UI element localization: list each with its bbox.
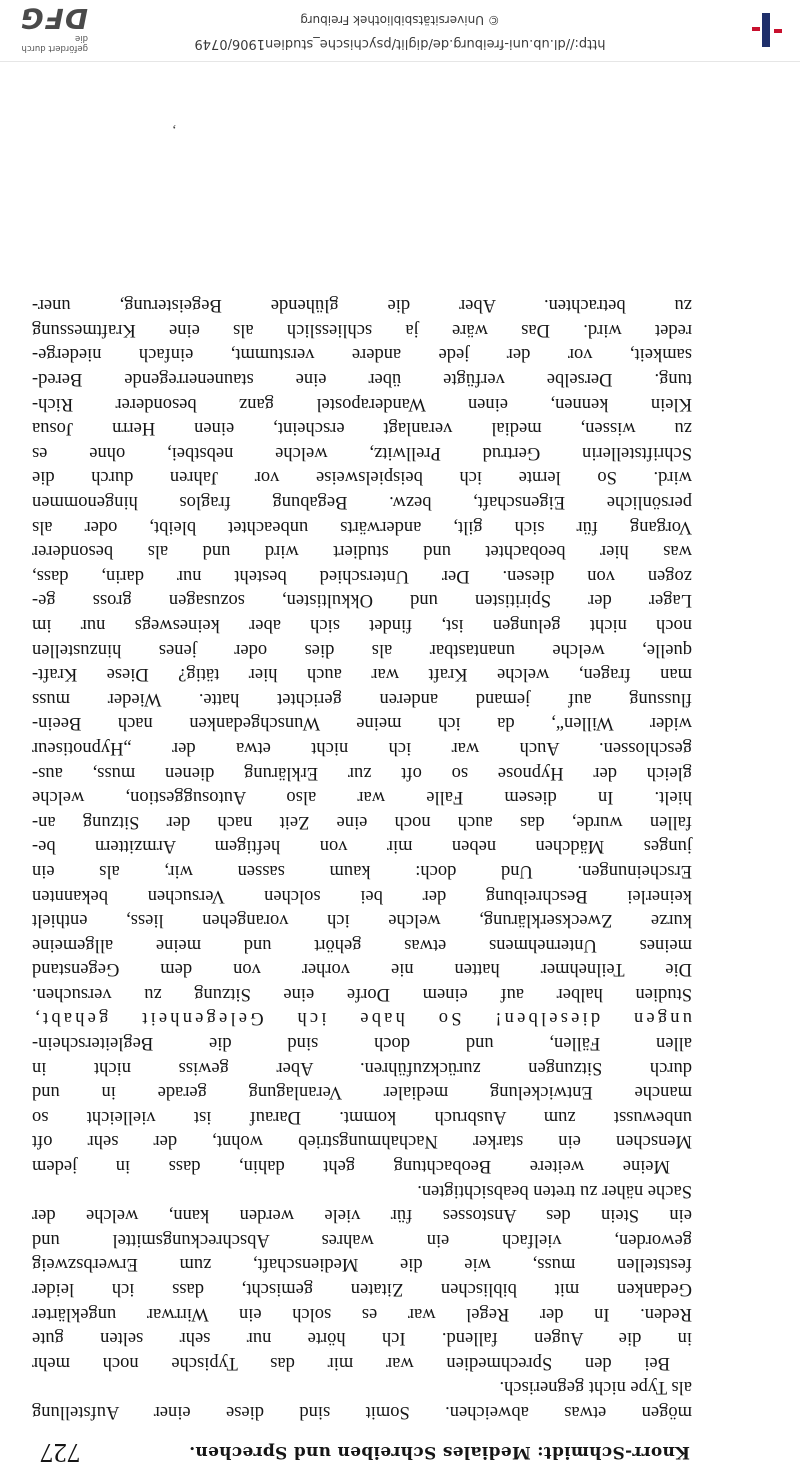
text-line: Sache näher zu treten beabsichtigten. [417, 1180, 692, 1201]
copyright-text: © Universitätsbibliothek Freiburg [300, 13, 500, 27]
text-line: wird. So lernte ich beispielsweise vor Jahren durch die [32, 467, 692, 488]
text-line: feststellen muss, wie die Medienschaft, zum Erwerbszweig [32, 1254, 692, 1275]
stray-mark: , [172, 123, 176, 138]
text-line: noch nicht gelungen ist, findet sich aber keineswegs nur im [32, 615, 692, 635]
text-line: hielt. In diesem Falle war also Autosuggestion, welche [32, 787, 692, 808]
text-line: Vorgang für sich gilt, anderwärts unbeachtet bleibt, oder als [32, 516, 692, 537]
page-header [40, 1434, 690, 1472]
text-line: redet wird. Das wäre ja schliesslich als eine Kraftmessung [32, 319, 692, 340]
dfg-logo-subtext: gefördert durch die [21, 33, 88, 53]
body-text [32, 293, 692, 1424]
text-line: zogen von diesen. Der Unterschied besteht nur darin, dass, [32, 565, 692, 586]
text-line: samkeit, vor der jede andere verstummt, einfach niederge- [32, 344, 692, 365]
text-line: was hier beobachtet und studiert wird und als besonderer [32, 541, 692, 562]
text-line: Schriftstellerin Gertrud Prellwitz, welche nebstbei, ohne es [32, 442, 692, 463]
text-line: Meine weitere Beobachtung geht dahin, dass in jedem [32, 1156, 670, 1177]
page-number: 727 [40, 1438, 81, 1468]
text-line: durch Sitzungen zurückzuführen. Aber gewiss nicht in [32, 1057, 692, 1078]
text-line: junges Mädchen neben mir von heftigem Armzittern be- [32, 836, 692, 857]
text-line: unbewusst zum Ausbruch kommt. Darauf ist vielleicht so [32, 1106, 692, 1127]
text-line: tung. Derselbe verfügte über eine staunenerregende Bered- [32, 369, 692, 390]
text-line: quelle, welche unantastbar als dies oder jenes hinzustellen [32, 639, 692, 660]
text-line: Die Teilnehmer hatten nie vorher von dem Gegenstand [32, 959, 692, 980]
text-line: manche Entwickelung medialer Veranlagung gerade in und [32, 1082, 692, 1103]
text-line: Gedanken mit biblischen Zitaten gemischt, dass ich leider [32, 1279, 692, 1300]
text-line: als Type nicht gegnerisch. [499, 1377, 692, 1398]
text-line: Klein kennen, einen Wanderapostel ganz besonderer Rich- [32, 393, 692, 414]
text-line: allen Fällen, und doch sind die Begleiterschein- [32, 1033, 692, 1054]
text-line: persönliche Eigenschaft, bezw. Begabung fraglos hingenommen [32, 492, 692, 513]
text-line: mögen etwas abweichen. Somit sind diese einer Aufstellung [32, 1402, 692, 1422]
text-line: in die Augen fallend. Ich hörte nur sehr selten gute [32, 1328, 692, 1349]
text-line: geschlossen. Auch war ich nicht etwa der „Hypnotiseur [32, 737, 692, 758]
text-line: Reden. In der Regel war es solch ein Wirrwar ungeklärter [32, 1303, 692, 1324]
text-line: Bei den Sprechmedien war mir das Typische noch mehr [32, 1352, 670, 1373]
footer [0, 0, 800, 62]
text-line: wider Willen“, da ich meine Wunschgedanken nach Beein- [32, 713, 692, 734]
text-line: ungen dieselben! So habe ich Gelegenheit gehabt, [32, 1008, 692, 1029]
text-line: gleich der Hypnose so oft zur Erklärung dienen muss, aus- [32, 762, 692, 783]
text-line: Menschen ein starker Nachahmungstrieb wohnt, der sehr oft [32, 1131, 692, 1152]
text-line: man fragen, welche Kraft war auch hier tätig? Diese Kraft- [32, 664, 692, 685]
text-line: flussung auf jemand anderen gerichtet hatte. Wieder muss [32, 688, 692, 709]
text-line: Studien halber auf einem Dorfe eine Sitzung zu versuchen. [32, 983, 692, 1004]
text-line: kurze Zweckserklärung, welche ich vorangehen liess, enthielt [32, 910, 692, 931]
text-line: fallen wurde, das auch noch eine Zeit nach der Sitzung an- [32, 811, 692, 832]
text-line: Lager der Spiritisten und Okkultisten, sozusagen gross ge- [32, 590, 692, 611]
text-line: ein Stein des Anstosses für viele werden kann, welche der [32, 1205, 692, 1226]
text-line: Erscheinungen. Und doch: kaum sassen wir, als ein [32, 860, 692, 881]
running-head: Knorr-Schmidt: Mediales Schreiben und Sprechen. [188, 1442, 690, 1462]
text-line: geworden, vielfach ein wahres Abschreckungsmittel und [32, 1229, 692, 1250]
dfg-logo [14, 2, 88, 53]
source-url-link[interactable]: http://dl.ub.uni-freiburg.de/diglit/psychische_studien1906/0749 [194, 36, 606, 51]
dfg-logo-text: DFG [19, 2, 88, 35]
text-line: zu betrachten. Aber die glühende Begeisterung, uner- [32, 295, 692, 316]
text-line: zu wissen, medial veranlagt erscheint, einen Herrn Josua [32, 418, 692, 439]
text-line: keinerlei Beschreibung der bei solchen Versuchen bekannten [32, 885, 692, 906]
text-line: meines Unternehmens etwas gehört und meine allgemeine [32, 934, 692, 955]
